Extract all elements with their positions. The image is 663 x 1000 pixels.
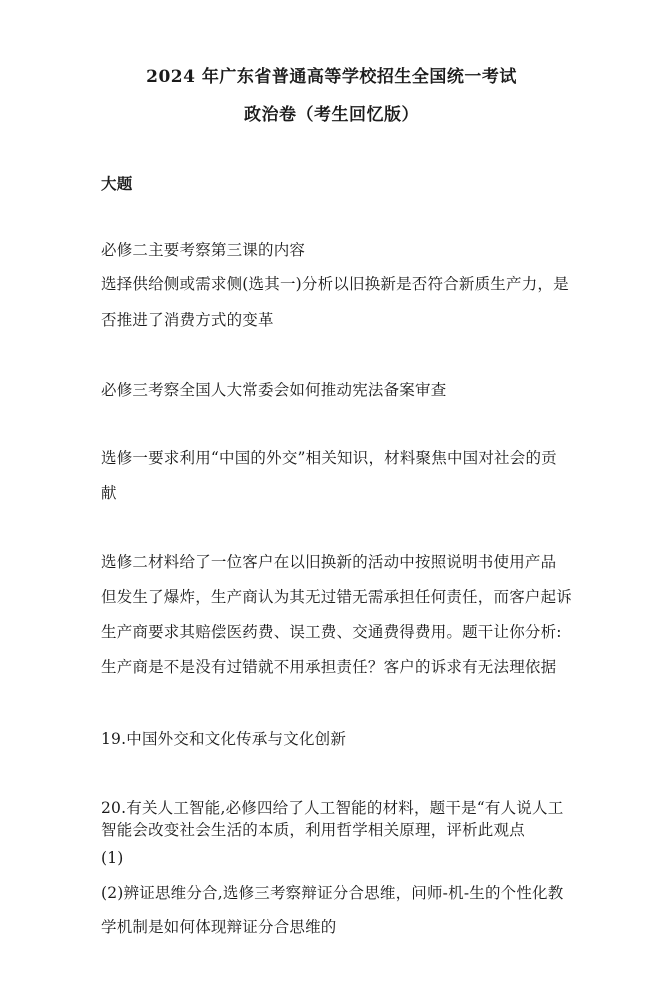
paragraph-line: 生产商要求其赔偿医药费、误工费、交通费得费用。题干让你分析:: [101, 623, 562, 641]
paragraph-line: 19.中国外交和文化传承与文化创新: [101, 730, 347, 748]
document-title-line-2: 政治卷（考生回忆版）: [244, 105, 419, 125]
paragraph-line: 必修二主要考察第三课的内容: [101, 241, 306, 259]
paragraph-line: 但发生了爆炸，生产商认为其无过错无需承担任何责任，而客户起诉: [101, 588, 573, 606]
paragraph-line: 必修三考察全国人大常委会如何推动宪法备案审查: [101, 381, 447, 399]
paragraph-line: 选择供给侧或需求侧(选其一)分析以旧换新是否符合新质生产力，是: [101, 275, 569, 293]
paragraph-line: (2)辨证思维分合,选修三考察辩证分合思维，问师-机-生的个性化教: [101, 884, 564, 902]
paragraph-line: 否推进了消费方式的变革: [101, 311, 274, 329]
paragraph-line: 生产商是不是没有过错就不用承担责任？客户的诉求有无法理依据: [101, 658, 557, 676]
paragraph-line: 20.有关人工智能,必修四给了人工智能的材料，题干是“有人说人工: [101, 799, 564, 817]
paragraph-line: 献: [101, 484, 117, 502]
paragraph-line: 智能会改变社会生活的本质，利用哲学相关原理，评析此观点: [101, 821, 525, 839]
paragraph-line: 选修二材料给了一位客户在以旧换新的活动中按照说明书使用产品: [101, 553, 557, 571]
section-heading: 大题: [101, 174, 133, 193]
document-title-line-1: 2024 年广东省普通高等学校招生全国统一考试: [146, 67, 517, 87]
paragraph-line: (1): [101, 849, 124, 867]
paragraph-line: 选修一要求利用“中国的外交”相关知识，材料聚焦中国对社会的贡: [101, 449, 557, 467]
paragraph-line: 学机制是如何体现辩证分合思维的: [101, 918, 337, 936]
